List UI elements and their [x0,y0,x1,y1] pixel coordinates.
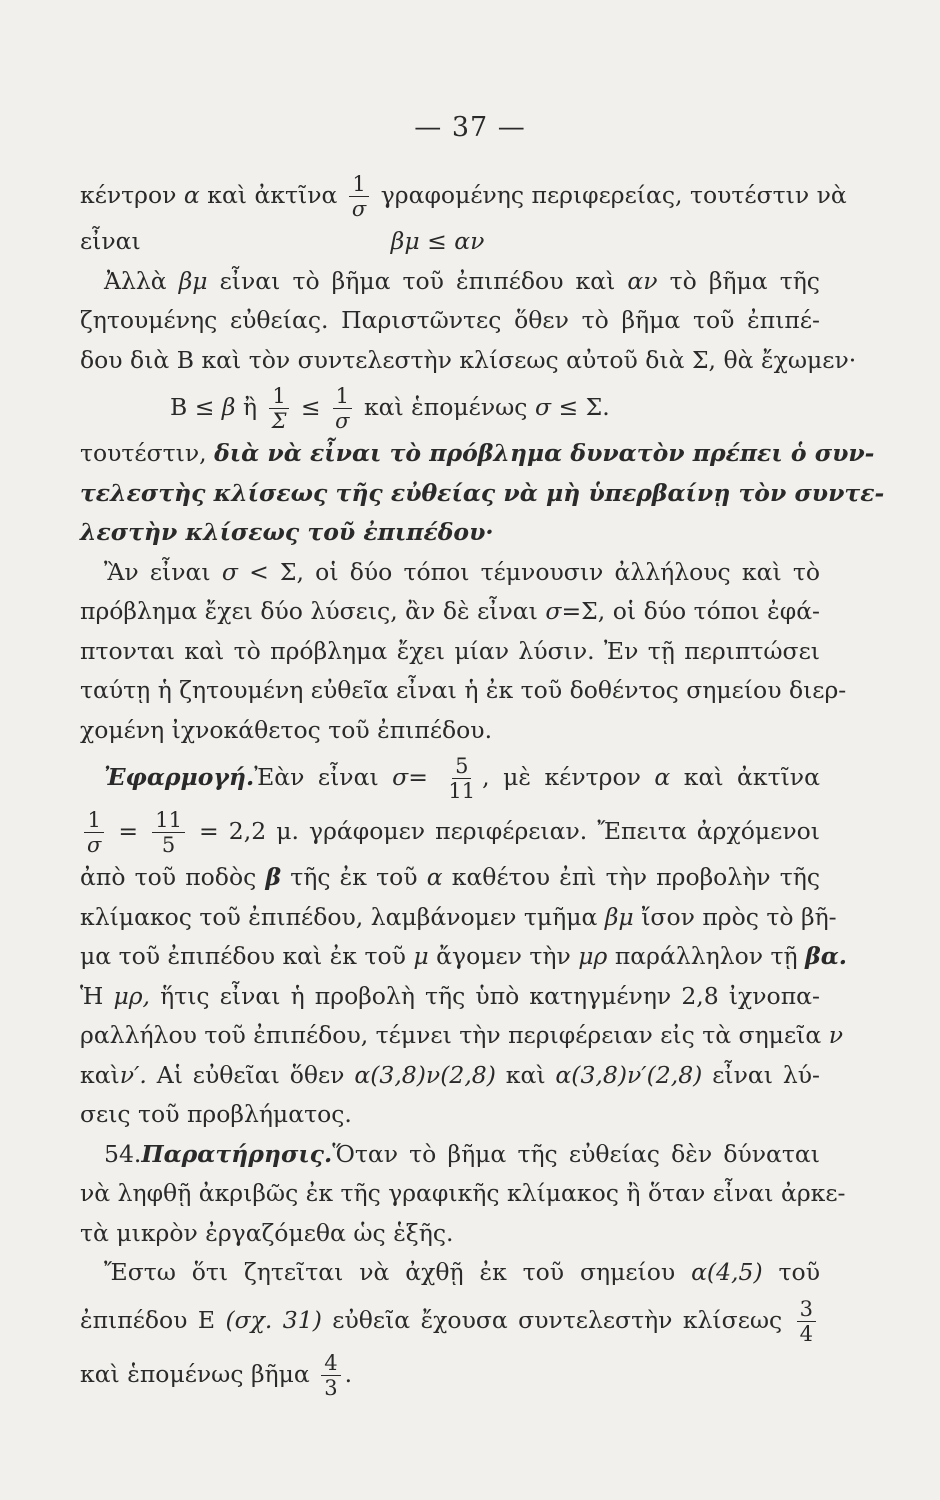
text-line: 54.Παρατήρησις.Ὅταν τὸ βῆμα τῆς εὐθείας δὲν δύναται [104,1139,820,1168]
text-line: τουτέστιν, διὰ νὰ εἶναι τὸ πρόβλημα δυνατὸν πρέπει ὁ συν- [80,439,875,467]
text-line: δου διὰ Β καὶ τὸν συντελεστὴν κλίσεως αὐτοῦ διὰ Σ, θὰ ἔχωμεν· [80,345,857,374]
fraction: $\frac{1}{\sigma}$ [332,384,352,433]
text-line: ἐπιπέδου Ε (σχ. 31) εὐθεῖα ἔχουσα συντελεστὴν κλίσεως $\frac{3}{4}$ [80,1293,820,1347]
text-line: σεις τοῦ προβλήματος. [80,1100,352,1128]
text-line: εἶναι βμ ≤ αν [80,227,485,255]
section-heading: Ἐφαρμογή. [104,763,255,791]
text-line: Ἡ μρ, ἥτις εἶναι ἡ προβολὴ τῆς ὑπὸ κατηγμένην 2,8 ἰχνοπα- [80,981,820,1010]
text-line: τελεστὴς κλίσεως τῆς εὐθείας νὰ μὴ ὑπερβαίνῃ τὸν συντε- [80,478,885,507]
text-line: κλίμακος τοῦ ἐπιπέδου, λαμβάνομεν τμῆμα βμ ἴσον πρὸς τὸ βῆ- [80,902,837,931]
text-line: κέντρον α καὶ ἀκτῖνα $\frac{1}{\sigma}$ γραφομένης περιφερείας, τουτέστιν νὰ [80,172,847,221]
text-line: μα τοῦ ἐπιπέδου καὶ ἐκ τοῦ μ ἄγομεν τὴν μρ παράλληλον τῇ βα. [80,942,847,970]
math-line: $\frac{1}{\sigma}$ = $\frac{11}{5}$ = 2,2 μ. γράφομεν περιφέρειαν. Ἔπειτα ἀρχόμενοι [80,804,820,858]
fraction: $\frac{1}{\Sigma}$ [269,384,290,433]
text-line: ζητουμένης εὐθείας. Παριστῶντες ὅθεν τὸ βῆμα τοῦ ἐπιπέ- [80,306,820,334]
text-line: Ἀλλὰ βμ εἶναι τὸ βῆμα τοῦ ἐπιπέδου καὶ αν τὸ βῆμα τῆς [104,266,820,295]
fraction: $\frac{5}{11}$ [448,754,476,803]
text-line: λεστὴν κλίσεως τοῦ ἐπιπέδου· [80,518,494,546]
fraction: $\frac{1}{\sigma}$ [84,808,104,857]
section-heading: Παρατήρησις. [141,1139,333,1168]
fraction: $\frac{11}{5}$ [152,808,185,857]
text-line: ἀπὸ τοῦ ποδὸς β τῆς ἐκ τοῦ α καθέτου ἐπὶ τὴν προβολὴν τῆς [80,863,820,891]
text-line: ραλλήλου τοῦ ἐπιπέδου, τέμνει τὴν περιφέρειαν εἰς τὰ σημεῖα ν [80,1021,843,1049]
page-number: — 37 — [414,112,526,143]
page-text [80,168,885,1401]
text-line: χομένη ἰχνοκάθετος τοῦ ἐπιπέδου. [80,715,493,744]
text-line: ταύτῃ ἡ ζητουμένη εὐθεῖα εἶναι ἡ ἐκ τοῦ δοθέντος σημείου διερ- [80,676,847,704]
text-line: Ἂν εἶναι σ < Σ, οἱ δύο τόποι τέμνουσιν ἀλλήλους καὶ τὸ [104,557,820,586]
text-line: πτονται καὶ τὸ πρόβλημα ἔχει μίαν λύσιν. Ἐν τῇ περιπτώσει [80,636,820,665]
text-line: νὰ ληφθῇ ἀκριβῶς ἐκ τῆς γραφικῆς κλίμακος ἢ ὅταν εἶναι ἀρκε- [80,1179,846,1207]
text-line: Ἔστω ὅτι ζητεῖται νὰ ἀχθῇ ἐκ τοῦ σημείου α(4,5) τοῦ [104,1258,820,1286]
fraction: $\frac{3}{4}$ [797,1297,816,1346]
text-line: καὶν′. Αἱ εὐθεῖαι ὅθεν α(3,8)ν(2,8) καὶ α(3,8)ν′(2,8) εἶναι λύ- [80,1060,820,1089]
fraction: $\frac{1}{\sigma}$ [349,172,369,221]
text-line: Ἐφαρμογή.Ἐὰν εἶναι σ= $\frac{5}{11}$ , μὲ κέντρον α καὶ ἀκτῖνα [104,754,820,803]
text-line: πρόβλημα ἔχει δύο λύσεις, ἂν δὲ εἶναι σ=Σ, οἱ δύο τόποι ἐφά- [80,597,820,625]
fraction: $\frac{4}{3}$ [321,1351,340,1400]
text-line: καὶ ἑπομένως βῆμα $\frac{4}{3}$ . [80,1350,353,1400]
text-line: τὰ μικρὸν ἐργαζόμεθα ὡς ἑξῆς. [80,1218,454,1247]
math-line: Β ≤ β ἢ $\frac{1}{\Sigma}$ ≤ $\frac{1}{\sigma}$ καὶ ἑπομένως σ ≤ Σ. [170,384,610,433]
